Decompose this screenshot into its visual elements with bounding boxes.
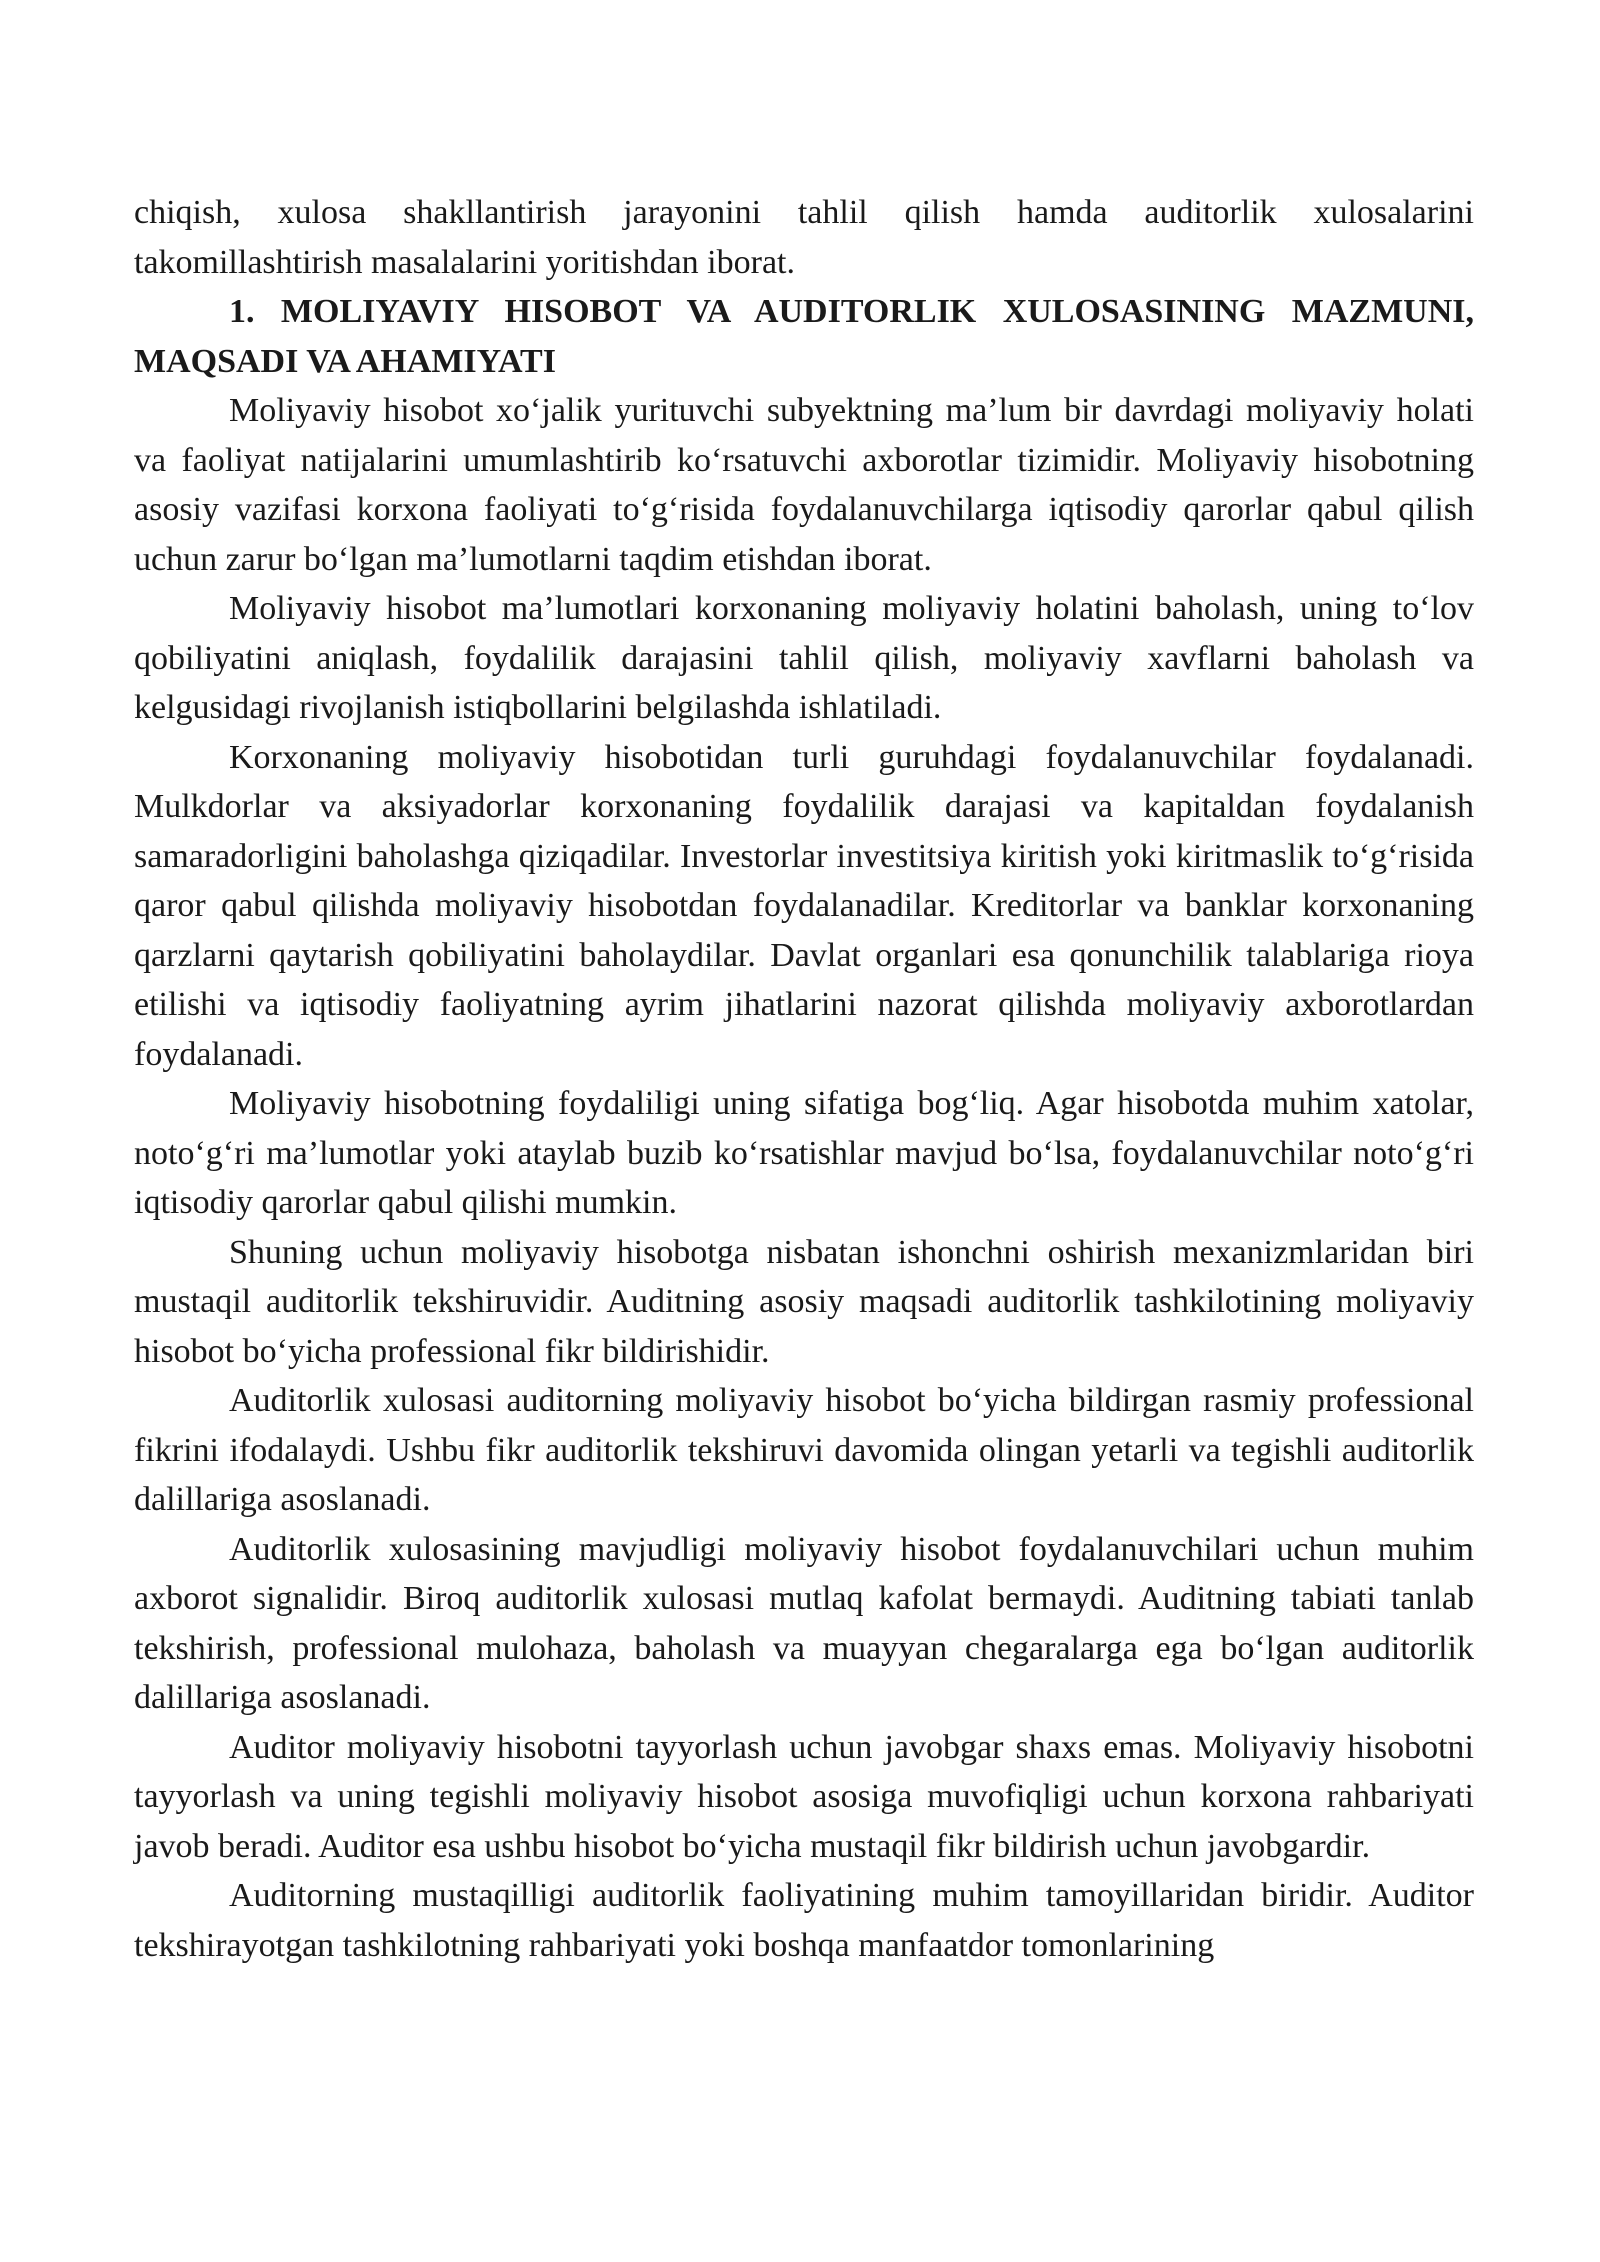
document-page [134, 188, 1474, 1970]
body-paragraph: Shuning uchun moliyaviy hisobotga nisbatan ishonchni oshirish mexanizmlaridan biri mustaqil auditorlik tekshiruvidir. Auditning asosiy maqsadi auditorlik tashkilotining moliyaviy hisobot bo‘yicha professional fikr bildirishidir. [134, 1233, 1474, 1370]
intro-continuation-paragraph: chiqish, xulosa shakllantirish jarayonini tahlil qilish hamda auditorlik xulosalarini takomillashtirish masalalarini yoritishdan iborat. [134, 194, 1474, 281]
body-paragraph: Moliyaviy hisobot xo‘jalik yurituvchi subyektning ma’lum bir davrdagi moliyaviy holati va faoliyat natijalarini umumlashtirib ko‘rsatuvchi axborotlar tizimidir. Moliyaviy hisobotning asosiy vazifasi korxona faoliyati to‘g‘risida foydalanuvchilarga iqtisodiy qarorlar qabul qilish uchun zarur bo‘lgan ma’lumotlarni taqdim etishdan iborat. [134, 392, 1474, 578]
body-paragraph: Auditorlik xulosasining mavjudligi moliyaviy hisobot foydalanuvchilari uchun muhim axborot signalidir. Biroq auditorlik xulosasi mutlaq kafolat bermaydi. Auditning tabiati tanlab tekshirish, professional mulohaza, baholash va muayyan chegaralarga ega bo‘lgan auditorlik dalillariga asoslanadi. [134, 1530, 1474, 1716]
body-paragraph: Korxonaning moliyaviy hisobotidan turli guruhdagi foydalanuvchilar foydalanadi. Mulkdorlar va aksiyadorlar korxonaning foydalilik darajasi va kapitaldan foydalanish samaradorligini baholashga qiziqadilar. Investorlar investitsiya kiritish yoki kiritmaslik to‘g‘risida qaror qabul qilishda moliyaviy hisobotdan foydalanadilar. Kreditorlar va banklar korxonaning qarzlarni qaytarish qobiliyatini baholaydilar. Davlat organlari esa qonunchilik talablariga rioya etilishi va iqtisodiy faoliyatning ayrim jihatlarini nazorat qilishda moliyaviy axborotlardan foydalanadi. [134, 738, 1474, 1073]
body-paragraph: Moliyaviy hisobotning foydaliligi uning sifatiga bog‘liq. Agar hisobotda muhim xatolar, noto‘g‘ri ma’lumotlar yoki ataylab buzib ko‘rsatishlar mavjud bo‘lsa, foydalanuvchilar noto‘g‘ri iqtisodiy qarorlar qabul qilishi mumkin. [134, 1085, 1474, 1221]
section-heading: 1. MOLIYAVIY HISOBOT VA AUDITORLIK XULOSASINING MAZMUNI, MAQSADI VA AHAMIYATI [134, 293, 1474, 380]
body-paragraph: Auditorning mustaqilligi auditorlik faoliyatining muhim tamoyillaridan biridir. Auditor tekshirayotgan tashkilotning rahbariyati yoki boshqa manfaatdor tomonlarining [134, 1877, 1474, 1964]
body-paragraph: Auditor moliyaviy hisobotni tayyorlash uchun javobgar shaxs emas. Moliyaviy hisobotni tayyorlash va uning tegishli moliyaviy hisobot asosiga muvofiqligi uchun korxona rahbariyati javob beradi. Auditor esa ushbu hisobot bo‘yicha mustaqil fikr bildirish uchun javobgardir. [134, 1728, 1474, 1865]
body-paragraph: Auditorlik xulosasi auditorning moliyaviy hisobot bo‘yicha bildirgan rasmiy professional fikrini ifodalaydi. Ushbu fikr auditorlik tekshiruvi davomida olingan yetarli va tegishli auditorlik dalillariga asoslanadi. [134, 1382, 1474, 1518]
body-paragraph: Moliyaviy hisobot ma’lumotlari korxonaning moliyaviy holatini baholash, uning to‘lov qobiliyatini aniqlash, foydalilik darajasini tahlil qilish, moliyaviy xavflarni baholash va kelgusidagi rivojlanish istiqbollarini belgilashda ishlatiladi. [134, 590, 1474, 726]
